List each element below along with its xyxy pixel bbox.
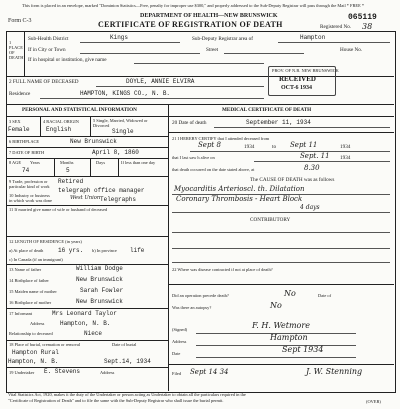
alive-value: Sept. 11 — [300, 152, 330, 160]
from-value: Sept 8 — [198, 141, 221, 149]
burial-date-value: Sept.14, 1934 — [104, 358, 151, 365]
registrar-signature: J. W. Stenning — [306, 367, 363, 376]
at-place-value: 16 yrs. — [58, 247, 84, 254]
dob-label: 7 DATE OF BIRTH — [9, 150, 45, 155]
subhealth-label: Sub-Health District — [28, 36, 69, 42]
informant-label: 17 Informant — [9, 311, 33, 316]
reg-no-label: Registered No. — [320, 24, 352, 30]
spouse-label: 11 If married give name of wife or husband of deceased — [9, 207, 108, 212]
residence-value: HAMPTON, KINGS CO., N. B. — [80, 90, 171, 97]
relationship-value: Niece — [84, 330, 103, 337]
mother-birthplace-value: New Brunswick — [76, 298, 123, 305]
at-place-label: a) At place of death — [9, 248, 44, 253]
signed-label: (Signed) — [172, 327, 188, 332]
father-value: William Dodge — [76, 265, 123, 272]
street-label: Street — [206, 47, 219, 53]
address-label: Address — [172, 339, 187, 344]
sex-value: Female — [8, 126, 30, 133]
house-label: House No. — [340, 47, 363, 53]
undertaker-value: E. Stevens — [44, 368, 81, 375]
dod-value: September 11, 1934 — [246, 119, 311, 126]
form-code: Form C-3 — [8, 18, 32, 24]
to-year: 1934 — [340, 144, 351, 150]
where-contracted-label: 22 Where was disease contracted if not at place of death? — [172, 267, 273, 272]
deceased-name: DOYLE, ANNIE ELVIRA — [126, 78, 195, 85]
marital-value: Single — [112, 128, 134, 135]
sex-label: 3 SEX — [9, 119, 21, 124]
age-months: 5 — [66, 167, 70, 174]
city-label: If in City or Town — [28, 47, 66, 53]
burial-place-value: Hampton Rural — [12, 349, 59, 356]
age-years-label: Years — [30, 160, 40, 165]
burial-date-label: Date of burial — [112, 342, 137, 347]
relationship-label: Relationship to deceased — [9, 331, 53, 336]
marital-label: 5 Single, Married, Widowed or Divorced — [93, 118, 148, 128]
duration-value: 4 days — [300, 204, 320, 211]
trade-value: Retired — [58, 178, 84, 185]
burial-label: 18 Place of burial, cremation or removal — [9, 342, 81, 347]
dob-value: April 8, 1860 — [92, 149, 139, 156]
informant-address-label: Address — [30, 321, 45, 326]
alive-label: that I last saw h alive on — [172, 155, 215, 160]
autopsy-label: Was there an autopsy? — [172, 305, 212, 310]
industry-label: 10 Industry or business in which work was done — [9, 193, 52, 203]
cause-line-1: Myocarditis Arterioscl. th. Dilatation — [174, 185, 305, 193]
age-days-label: Days — [96, 160, 106, 165]
industry-note: West Union — [70, 195, 101, 201]
province-value: life — [130, 247, 145, 254]
deceased-label: 2 FULL NAME OF DECEASED — [9, 79, 79, 85]
cause-label: The CAUSE OF DEATH was as follows — [250, 177, 335, 183]
residence-length-label: 12 LENGTH OF RESIDENCE (in years) — [9, 239, 82, 244]
form-title: CERTIFICATE OF REGISTRATION OF DEATH — [98, 20, 283, 29]
birthplace-label: 6 BIRTHPLACE — [9, 139, 40, 144]
father-birthplace-label: 14 Birthplace of father — [9, 278, 49, 283]
to-value: Sept 11 — [290, 141, 318, 149]
birthplace-value: New Brunswick — [70, 138, 117, 145]
trade-label: 9 Trade, profession or particular kind of work — [9, 179, 50, 189]
time-value: 8.30 — [304, 164, 320, 172]
reg-no: 38 — [362, 22, 373, 31]
personal-heading: PERSONAL AND STATISTICAL INFORMATION — [22, 107, 137, 113]
age-years: 74 — [22, 167, 30, 174]
serial-number: 065119 — [348, 13, 377, 22]
telegraph-value: Telegraphs — [100, 196, 137, 203]
burial-town-value: Hampton, N. B. — [8, 358, 59, 365]
footer-note-2: "Certificate of Registration of Death" and to file the same with the Sub-Deputy Registrar who shall issue the burial permit. — [8, 398, 224, 403]
age-months-label: Months — [60, 160, 74, 165]
operation-label: Did an operation precede death? — [172, 293, 229, 298]
signed-value: F. H. Wetmore — [252, 321, 310, 330]
industry-value: telegraph office manager — [58, 187, 145, 194]
address-value: Hampton — [270, 333, 308, 342]
operation-date-label: Date of — [318, 293, 332, 298]
father-birthplace-value: New Brunswick — [76, 276, 123, 283]
hospital-label: If in hospital or institution, give name — [28, 57, 107, 63]
operation-value: No — [284, 289, 296, 298]
alive-year: 1934 — [340, 155, 351, 161]
medical-heading: MEDICAL CERTIFICATE OF DEATH — [222, 107, 312, 113]
residence-label: Residence — [9, 91, 31, 97]
province-label: b) In province — [92, 248, 117, 253]
top-note: This form is placed in an envelope, marked "Dominion Statistics—Free, penalty for improper use $300," and properly addressed to the Sub-Deputy Registrar will pass through the Mail * FREE * — [22, 3, 365, 8]
subhealth-value: Kings — [110, 34, 129, 41]
date-label: Date — [172, 351, 181, 356]
mother-label: 15 Maiden name of mother — [9, 289, 57, 294]
canada-label: c) In Canada (if an immigrant) — [9, 257, 63, 262]
to-label: to — [272, 144, 277, 150]
subdeputy-value: Hampton — [300, 34, 326, 41]
age-label: 8 AGE — [9, 160, 22, 165]
cause-line-2: Coronary Thrombosis - Heart Block — [176, 195, 303, 203]
filed-label: Filed — [172, 371, 182, 376]
from-year: 1934 — [244, 144, 255, 150]
place-divider — [24, 32, 25, 76]
occurred-label: that death occurred on the date stated above, at — [172, 167, 255, 172]
footer-note-1: Vital Statistics Act, 1920, makes it the duty of the Undertaker or person acting as Undertaker to obtain all the particulars required in the — [8, 392, 246, 397]
department: DEPARTMENT OF HEALTH—NEW BRUNSWICK — [140, 13, 278, 19]
certify-label: 21 I HEREBY CERTIFY that I attended deceased from — [172, 136, 270, 141]
place-section-label: 1 PLACE OF DEATH — [9, 40, 24, 60]
racial-label: 4 RACIAL ORIGIN — [43, 119, 79, 124]
over-label: (OVER) — [366, 399, 381, 404]
subdeputy-label: Sub-Deputy Registrar area of — [192, 36, 253, 42]
father-label: 13 Name of father — [9, 267, 42, 272]
filed-value: Sept 14 34 — [190, 368, 229, 376]
date-value: Sept 1934 — [282, 345, 324, 354]
received-stamp: PROV. OF N.B. NEW BRUNSWICK RECEIVED OCT-6 1934 — [268, 66, 336, 96]
undertaker-label: 19 Undertaker — [9, 370, 35, 375]
informant-value: Mrs Leonard Taylor — [52, 310, 117, 317]
undertaker-address-label: Address — [100, 370, 115, 375]
mother-value: Sarah Fowler — [80, 287, 124, 294]
contributory-label: CONTRIBUTORY — [250, 217, 291, 223]
dod-label: 20 Date of death — [172, 120, 207, 126]
racial-value: English — [46, 126, 72, 133]
age-less-label: If less than one day — [121, 160, 156, 165]
autopsy-value: No — [270, 301, 282, 310]
column-divider — [168, 104, 169, 391]
informant-address-value: Hampton, N. B. — [60, 320, 111, 327]
mother-birthplace-label: 16 Birthplace of mother — [9, 300, 52, 305]
